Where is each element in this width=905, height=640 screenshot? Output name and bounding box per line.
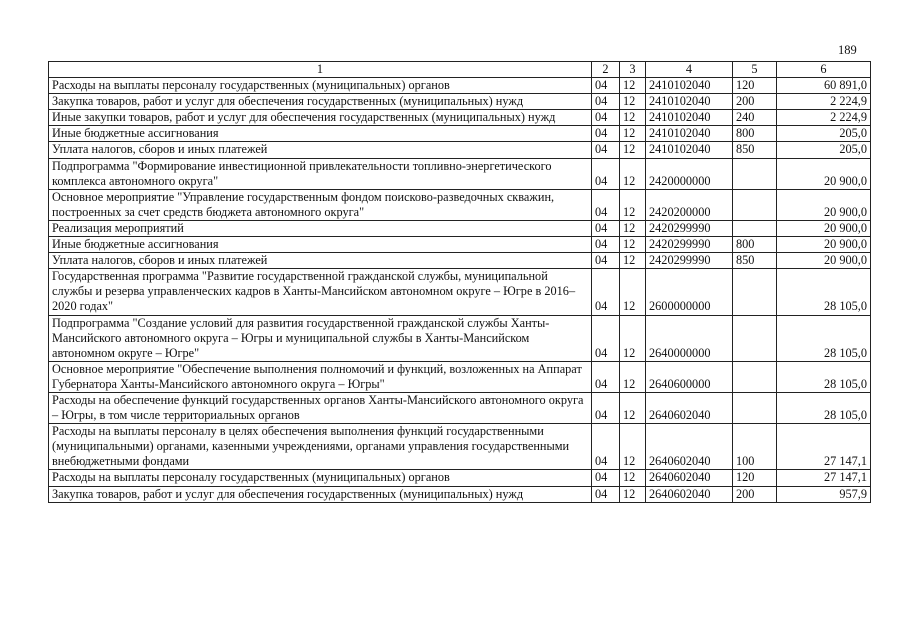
table-row [49,470,871,486]
row-target-article-cell: 2640000000 [646,315,733,361]
row-name-cell: Расходы на обеспечение функций государственных органов Ханты-Мансийского автономного округа – Югры, в том числе территориальных органов [49,392,592,423]
row-target-article-cell: 2410102040 [646,94,733,110]
header-cell-5: 5 [733,62,777,78]
row-amount-cell: 20 900,0 [777,253,871,269]
row-name-cell: Государственная программа "Развитие государственной гражданской службы, муниципальной службы и резерва управленческих кадров в Ханты-Мансийском автономном округе – Югре в 2016–2020 годах" [49,269,592,315]
row-section-cell: 04 [592,220,620,236]
row-target-article-cell: 2640602040 [646,486,733,502]
row-name-cell: Подпрограмма "Создание условий для развития государственной гражданской службы Ханты-Мансийского автономного округа – Югры и муниципальной службы в Ханты-Мансийском автономном округе – Югре" [49,315,592,361]
row-section-cell: 04 [592,361,620,392]
row-name-cell: Расходы на выплаты персоналу в целях обеспечения выполнения функций государственными (муниципальными) органами, казенными учреждениями, органами управления государственными внебюджетными фондами [49,424,592,470]
row-section-cell: 04 [592,94,620,110]
row-section-cell: 04 [592,269,620,315]
table-row [49,237,871,253]
row-target-article-cell: 2410102040 [646,110,733,126]
row-expense-type-cell: 800 [733,237,777,253]
row-expense-type-cell: 800 [733,126,777,142]
row-target-article-cell: 2640602040 [646,392,733,423]
row-name-cell: Расходы на выплаты персоналу государственных (муниципальных) органов [49,78,592,94]
row-subsection-cell: 12 [620,470,646,486]
row-subsection-cell: 12 [620,189,646,220]
row-amount-cell: 20 900,0 [777,220,871,236]
row-section-cell: 04 [592,392,620,423]
row-target-article-cell: 2640600000 [646,361,733,392]
table-row [49,189,871,220]
row-amount-cell: 60 891,0 [777,78,871,94]
header-cell-4: 4 [646,62,733,78]
row-amount-cell: 20 900,0 [777,189,871,220]
row-name-cell: Реализация мероприятий [49,220,592,236]
row-target-article-cell: 2600000000 [646,269,733,315]
budget-table [48,61,871,503]
row-amount-cell: 28 105,0 [777,361,871,392]
table-row [49,269,871,315]
row-section-cell: 04 [592,470,620,486]
row-name-cell: Иные закупки товаров, работ и услуг для обеспечения государственных (муниципальных) нужд [49,110,592,126]
row-name-cell: Закупка товаров, работ и услуг для обеспечения государственных (муниципальных) нужд [49,94,592,110]
row-expense-type-cell [733,361,777,392]
row-expense-type-cell: 850 [733,142,777,158]
row-expense-type-cell [733,269,777,315]
row-target-article-cell: 2420299990 [646,237,733,253]
row-subsection-cell: 12 [620,78,646,94]
table-row [49,315,871,361]
row-amount-cell: 2 224,9 [777,110,871,126]
table-row [49,110,871,126]
row-subsection-cell: 12 [620,237,646,253]
row-target-article-cell: 2640602040 [646,470,733,486]
row-expense-type-cell: 850 [733,253,777,269]
header-cell-2: 2 [592,62,620,78]
row-section-cell: 04 [592,126,620,142]
row-amount-cell: 957,9 [777,486,871,502]
row-subsection-cell: 12 [620,315,646,361]
row-expense-type-cell: 100 [733,424,777,470]
row-amount-cell: 205,0 [777,126,871,142]
row-section-cell: 04 [592,142,620,158]
row-expense-type-cell [733,220,777,236]
row-name-cell: Расходы на выплаты персоналу государственных (муниципальных) органов [49,470,592,486]
row-section-cell: 04 [592,78,620,94]
row-target-article-cell: 2420299990 [646,253,733,269]
row-target-article-cell: 2420200000 [646,189,733,220]
row-target-article-cell: 2420000000 [646,158,733,189]
row-expense-type-cell: 120 [733,470,777,486]
row-amount-cell: 27 147,1 [777,470,871,486]
row-expense-type-cell: 120 [733,78,777,94]
row-subsection-cell: 12 [620,392,646,423]
row-section-cell: 04 [592,424,620,470]
table-row [49,78,871,94]
table-row [49,361,871,392]
row-amount-cell: 205,0 [777,142,871,158]
table-row [49,220,871,236]
row-subsection-cell: 12 [620,424,646,470]
row-amount-cell: 28 105,0 [777,315,871,361]
table-row [49,424,871,470]
table-row [49,253,871,269]
table-row [49,486,871,502]
page-number: 189 [838,43,857,57]
table-row [49,142,871,158]
row-subsection-cell: 12 [620,142,646,158]
row-expense-type-cell: 240 [733,110,777,126]
row-section-cell: 04 [592,315,620,361]
header-cell-3: 3 [620,62,646,78]
row-section-cell: 04 [592,237,620,253]
header-cell-6: 6 [777,62,871,78]
row-expense-type-cell [733,392,777,423]
row-amount-cell: 27 147,1 [777,424,871,470]
row-amount-cell: 2 224,9 [777,94,871,110]
row-subsection-cell: 12 [620,94,646,110]
budget-table-body [49,62,871,503]
row-amount-cell: 28 105,0 [777,392,871,423]
row-subsection-cell: 12 [620,361,646,392]
table-row [49,158,871,189]
table-row [49,392,871,423]
table-row [49,94,871,110]
row-name-cell: Иные бюджетные ассигнования [49,237,592,253]
row-name-cell: Подпрограмма "Формирование инвестиционной привлекательности топливно-энергетического комплекса автономного округа" [49,158,592,189]
row-expense-type-cell [733,315,777,361]
row-section-cell: 04 [592,189,620,220]
row-expense-type-cell: 200 [733,94,777,110]
row-subsection-cell: 12 [620,220,646,236]
row-subsection-cell: 12 [620,253,646,269]
row-name-cell: Основное мероприятие "Обеспечение выполнения полномочий и функций, возложенных на Аппарат Губернатора Ханты-Мансийского автономного округа – Югры" [49,361,592,392]
row-amount-cell: 20 900,0 [777,158,871,189]
row-name-cell: Уплата налогов, сборов и иных платежей [49,253,592,269]
row-name-cell: Уплата налогов, сборов и иных платежей [49,142,592,158]
row-amount-cell: 20 900,0 [777,237,871,253]
table-row [49,126,871,142]
row-expense-type-cell: 200 [733,486,777,502]
row-subsection-cell: 12 [620,126,646,142]
row-subsection-cell: 12 [620,269,646,315]
row-subsection-cell: 12 [620,110,646,126]
row-section-cell: 04 [592,158,620,189]
row-section-cell: 04 [592,253,620,269]
row-target-article-cell: 2410102040 [646,142,733,158]
row-name-cell: Иные бюджетные ассигнования [49,126,592,142]
row-expense-type-cell [733,189,777,220]
row-target-article-cell: 2640602040 [646,424,733,470]
table-header-row [49,62,871,78]
row-subsection-cell: 12 [620,158,646,189]
row-target-article-cell: 2410102040 [646,126,733,142]
row-subsection-cell: 12 [620,486,646,502]
row-target-article-cell: 2420299990 [646,220,733,236]
row-section-cell: 04 [592,486,620,502]
row-section-cell: 04 [592,110,620,126]
row-name-cell: Основное мероприятие "Управление государственным фондом поисково-разведочных скважин, построенных за счет средств бюджета автономного округа" [49,189,592,220]
header-cell-1: 1 [49,62,592,78]
row-expense-type-cell [733,158,777,189]
row-amount-cell: 28 105,0 [777,269,871,315]
row-name-cell: Закупка товаров, работ и услуг для обеспечения государственных (муниципальных) нужд [49,486,592,502]
row-target-article-cell: 2410102040 [646,78,733,94]
